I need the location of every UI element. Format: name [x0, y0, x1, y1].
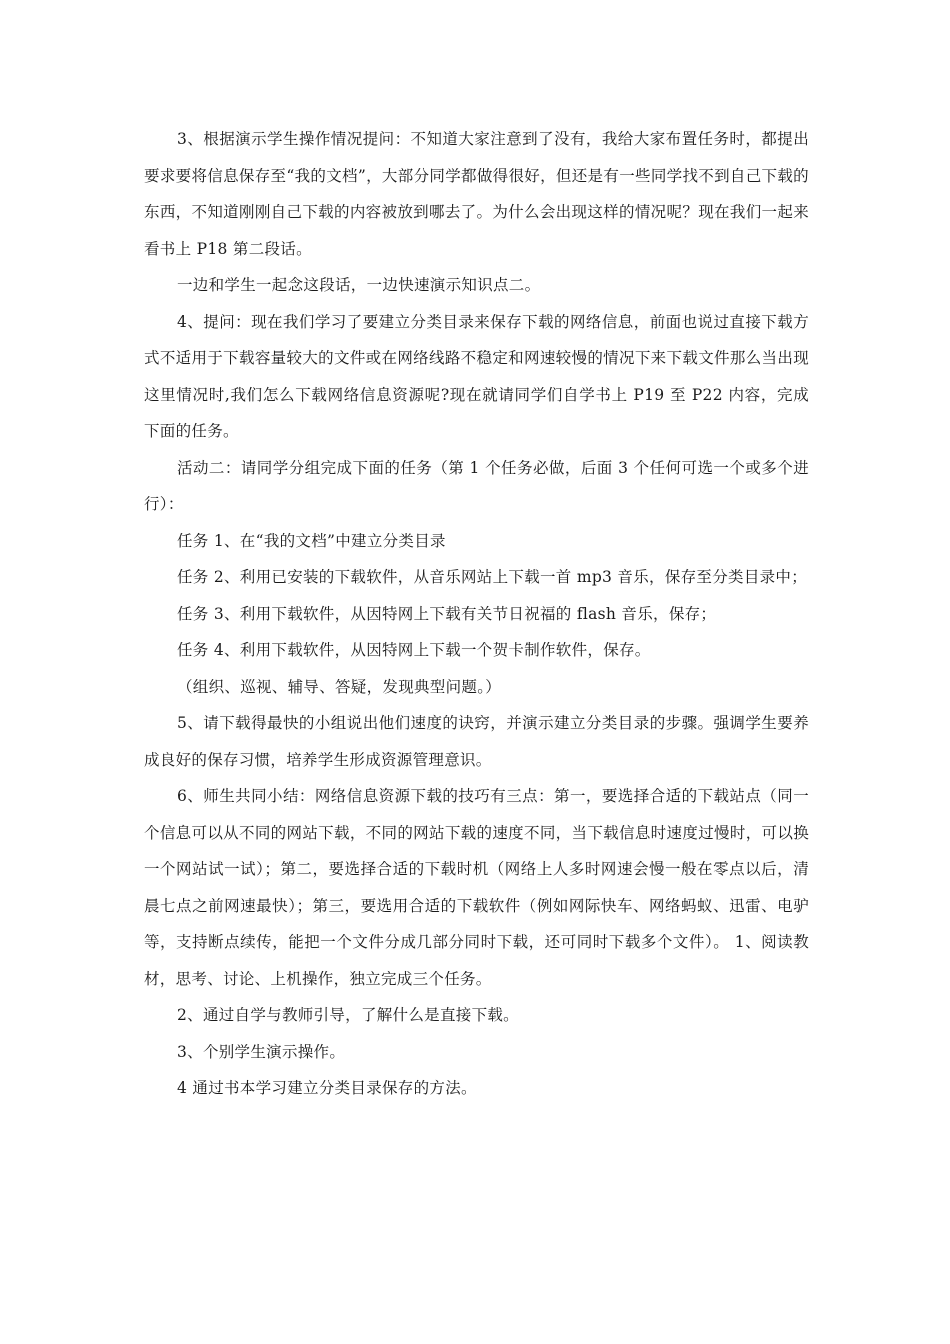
paragraph-activity-2: 活动二：请同学分组完成下面的任务（第 1 个任务必做，后面 3 个任何可选一个或多个进行）：	[144, 458, 809, 513]
paragraph-question-3: 3、根据演示学生操作情况提问：不知道大家注意到了没有，我给大家布置任务时，都提出要求要将信息保存至“我的文档”，大部分同学都做得很好，但还是有一些同学找不到自己下载的东西，不知道刚刚自己下载的内容被放到哪去了。为什么会出现这样的情况呢？现在我们一起来看书上 P18 第二段话。	[144, 130, 809, 258]
paragraph-summary-6: 6、师生共同小结：网络信息资源下载的技巧有三点：第一，要选择合适的下载站点（同一个信息可以从不同的网站下载，不同的网站下载的速度不同，当下载信息时速度过慢时，可以换一个网站试一试）；第二，要选择合适的下载时机（网络上人多时网速会慢一般在零点以后，清晨七点之前网速最快）；第三，要选用合适的下载软件（例如网际快车、网络蚂蚁、迅雷、电驴等，支持断点续传，能把一个文件分成几部分同时下载，还可同时下载多个文件）。 1、阅读教材，思考、讨论、上机操作，独立完成三个任务。	[144, 787, 809, 988]
document-body	[144, 121, 809, 1107]
paragraph-student-4: 4 通过书本学习建立分类目录保存的方法。	[177, 1079, 477, 1097]
paragraph-task-3: 任务 3、利用下载软件，从因特网上下载有关节日祝福的 flash 音乐，保存；	[177, 604, 717, 623]
paragraph-question-4: 4、提问：现在我们学习了要建立分类目录来保存下载的网络信息，前面也说过直接下载方式不适用于下载容量较大的文件或在网络线路不稳定和网速较慢的情况下来下载文件那么当出现这里情况时,我们怎么下载网络信息资源呢?现在就请同学们自学书上 P19 至 P22 内容，完成下面的任务。	[144, 312, 809, 440]
paragraph-student-2: 2、通过自学与教师引导，了解什么是直接下载。	[177, 1006, 519, 1024]
paragraph-task-2: 任务 2、利用已安装的下载软件，从音乐网站上下载一首 mp3 音乐，保存至分类目录中；	[177, 568, 808, 586]
paragraph-task-1: 任务 1、在“我的文档”中建立分类目录	[177, 531, 446, 550]
paragraph-step-5: 5、请下载得最快的小组说出他们速度的诀窍，并演示建立分类目录的步骤。强调学生要养成良好的保存习惯，培养学生形成资源管理意识。	[144, 714, 809, 769]
paragraph-task-4: 任务 4、利用下载软件，从因特网上下载一个贺卡制作软件，保存。	[177, 641, 651, 659]
paragraph-student-3: 3、个别学生演示操作。	[177, 1042, 346, 1061]
paragraph-demo-note: 一边和学生一起念这段话，一边快速演示知识点二。	[177, 276, 541, 294]
paragraph-organize-note: （组织、巡视、辅导、答疑，发现典型问题。）	[177, 677, 502, 696]
